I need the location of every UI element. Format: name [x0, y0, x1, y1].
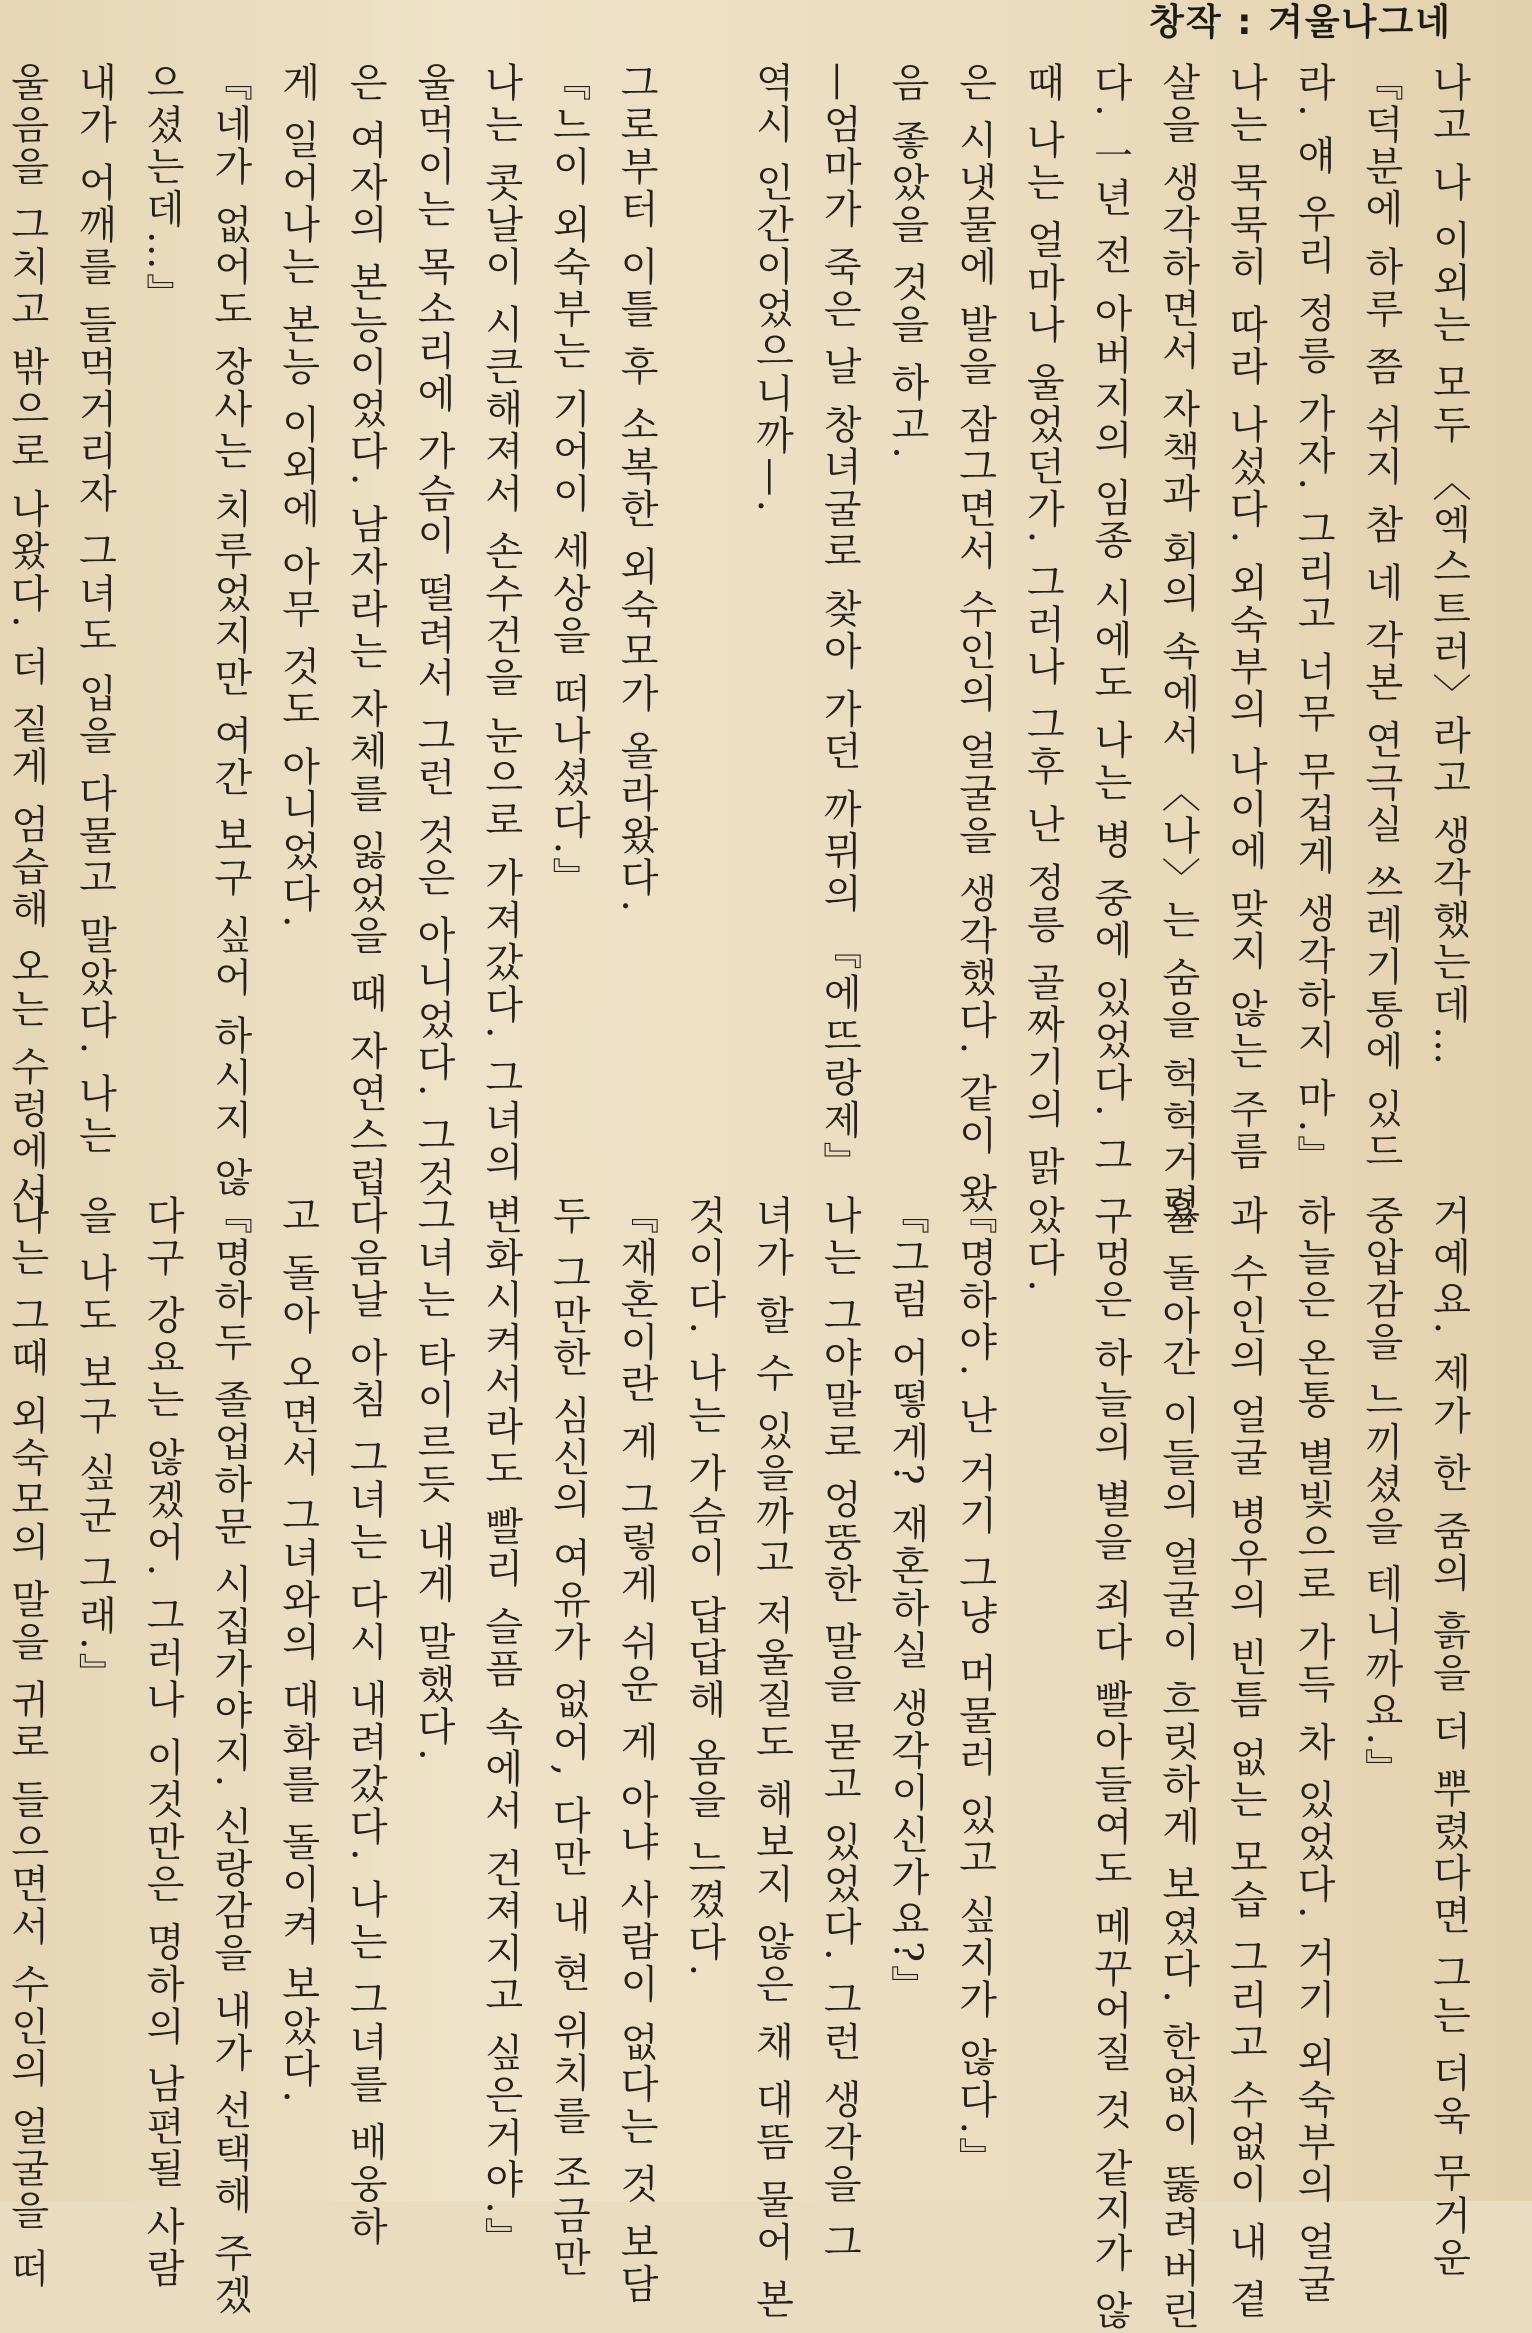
- text-line: 그로부터 이틀 후 소복한 외숙모가 올라왔다.: [613, 62, 659, 916]
- text-line: 거예요. 제가 한 줌의 흙을 더 뿌렸다면 그는 더욱 무거운: [1426, 1195, 1471, 2280]
- text-line: 것이다. 나는 가슴이 답답해 옴을 느꼈다.: [681, 1195, 727, 1980]
- text-line: 『명하두 졸업하문 시집가야지. 신랑감을 내가 선택해 주겠: [207, 1195, 253, 2317]
- text-line: 『네가 없어도 장사는 치루었지만 여간 보구 싶어 하시지 않: [207, 62, 253, 1200]
- text-line: 은 시냇물에 발을 잠그면서 수인의 얼굴을 생각했다. 같이 왔: [952, 62, 998, 1216]
- text-line: 하늘은 온통 별빛으로 가득 차 있었다. 거기 외숙부의 얼굴: [1290, 1195, 1336, 2306]
- text-line: 그녀는 타이르듯 내게 말했다.: [410, 1195, 456, 1764]
- text-line: 은 여자의 본능이었다. 남자라는 자체를 잃었을 때 자연스럽: [342, 62, 388, 1200]
- text-line: 두 그만한 심신의 여유가 없어, 다만 내 현 위치를 조금만: [545, 1195, 591, 2280]
- text-line: 구멍은 하늘의 별을 죄다 빨아들여도 메꾸어질 것 같지가 않: [1087, 1195, 1133, 2333]
- text-line: 라. 얘 우리 정릉 가자. 그리고 너무 무겁게 생각하지 마.』: [1290, 62, 1336, 1178]
- text-line: 다구 강요는 않겠어. 그러나 이것만은 명하의 남편될 사람: [139, 1195, 185, 2291]
- page-header: 창작 : 겨울나그네: [1149, 2, 1452, 43]
- text-line: 울먹이는 목소리에 가슴이 떨려서 그런 것은 아니었다. 그것: [410, 62, 456, 1200]
- text-line: 『재혼이란 게 그렇게 쉬운 게 아냐 사람이 없다는 것 보담: [613, 1195, 659, 2306]
- text-line: 나는 그야말로 엉뚱한 말을 묻고 있었다. 그런 생각을 그: [816, 1195, 862, 2264]
- text-line: —엄마가 죽은 날 창녀굴로 찾아 가던 까뮈의 『에뜨랑제』: [816, 62, 862, 1184]
- text-line: 았다.: [1019, 1195, 1065, 1295]
- text-line: 『느이 외숙부는 기어이 세상을 떠나셨다.』: [545, 62, 591, 900]
- text-line: 나는 그때 외숙모의 말을 귀로 들으면서 수인의 얼굴을 떠: [4, 1195, 50, 2291]
- text-line: 나는 묵묵히 따라 나섰다. 외숙부의 나이에 맞지 않는 주름: [1222, 62, 1268, 1173]
- text-line: 중압감을 느끼셨을 테니까요.』: [1358, 1195, 1404, 1791]
- text-line: 나고 나 이외는 모두 〈엑스트러〉라고 생각했는데…: [1426, 62, 1471, 1069]
- text-line: 다음날 아침 그녀는 다시 내려갔다. 나는 그녀를 배웅하: [342, 1195, 388, 2249]
- text-line: 『그럼 어떻게? 재혼하실 생각이신가요?』: [884, 1195, 930, 2008]
- text-line: 다. 一년 전 아버지의 임종 시에도 나는 병 중에 있었다. 그: [1087, 62, 1133, 1178]
- text-line: 게 일어나는 본능 이외에 아무 것도 아니었다.: [275, 62, 321, 931]
- text-line: 음 좋았을 것을 하고.: [884, 62, 930, 462]
- lower-text-column: [4, 1195, 1482, 2333]
- text-line: 변화시켜서라도 빨리 슬픔 속에서 건져지고 싶은거야.』: [478, 1195, 524, 2260]
- text-line: 때 나는 얼마나 울었던가. 그러나 그후 난 정릉 골짜기의 맑: [1019, 62, 1065, 1189]
- text-line: 을 돌아간 이들의 얼굴이 흐릿하게 보였다. 한없이 뚫려버린: [1155, 1195, 1201, 2333]
- text-line: 『덕분에 하루 쯤 쉬지 참 네 각본 연극실 쓰레기통에 있드: [1358, 62, 1404, 1173]
- text-line: 녀가 할 수 있을까고 저울질도 해보지 않은 채 대뜸 물어 본: [748, 1195, 794, 2322]
- text-line: 을 나도 보구 싶군 그래.』: [71, 1195, 117, 1695]
- text-line: 『명하야. 난 거기 그냥 머물러 있고 싶지가 않다.』: [952, 1195, 998, 2180]
- text-line: 내가 어깨를 들먹거리자 그녀도 입을 다물고 말았다. 나는: [71, 62, 117, 1158]
- text-line: 살을 생각하면서 자책과 회의 속에서 〈나〉는 숨을 헉헉거렸: [1155, 62, 1201, 1227]
- upper-text-column: [4, 62, 1482, 1227]
- text-line: 나는 콧날이 시큰해져서 손수건을 눈으로 가져갔다. 그녀의: [478, 62, 524, 1184]
- text-line: 으셨는데…』: [139, 62, 185, 316]
- text-line: 고 돌아 오면서 그녀와의 대화를 돌이켜 보았다.: [275, 1195, 321, 2106]
- text-line: 역시 인간이었으니까—.: [748, 62, 794, 516]
- text-line: 울음을 그치고 밖으로 나왔다. 더 짙게 엄습해 오는 수렁에서: [4, 62, 50, 1216]
- text-line: 과 수인의 얼굴 병우의 빈틈 없는 모습 그리고 수없이 내 곁: [1222, 1195, 1268, 2322]
